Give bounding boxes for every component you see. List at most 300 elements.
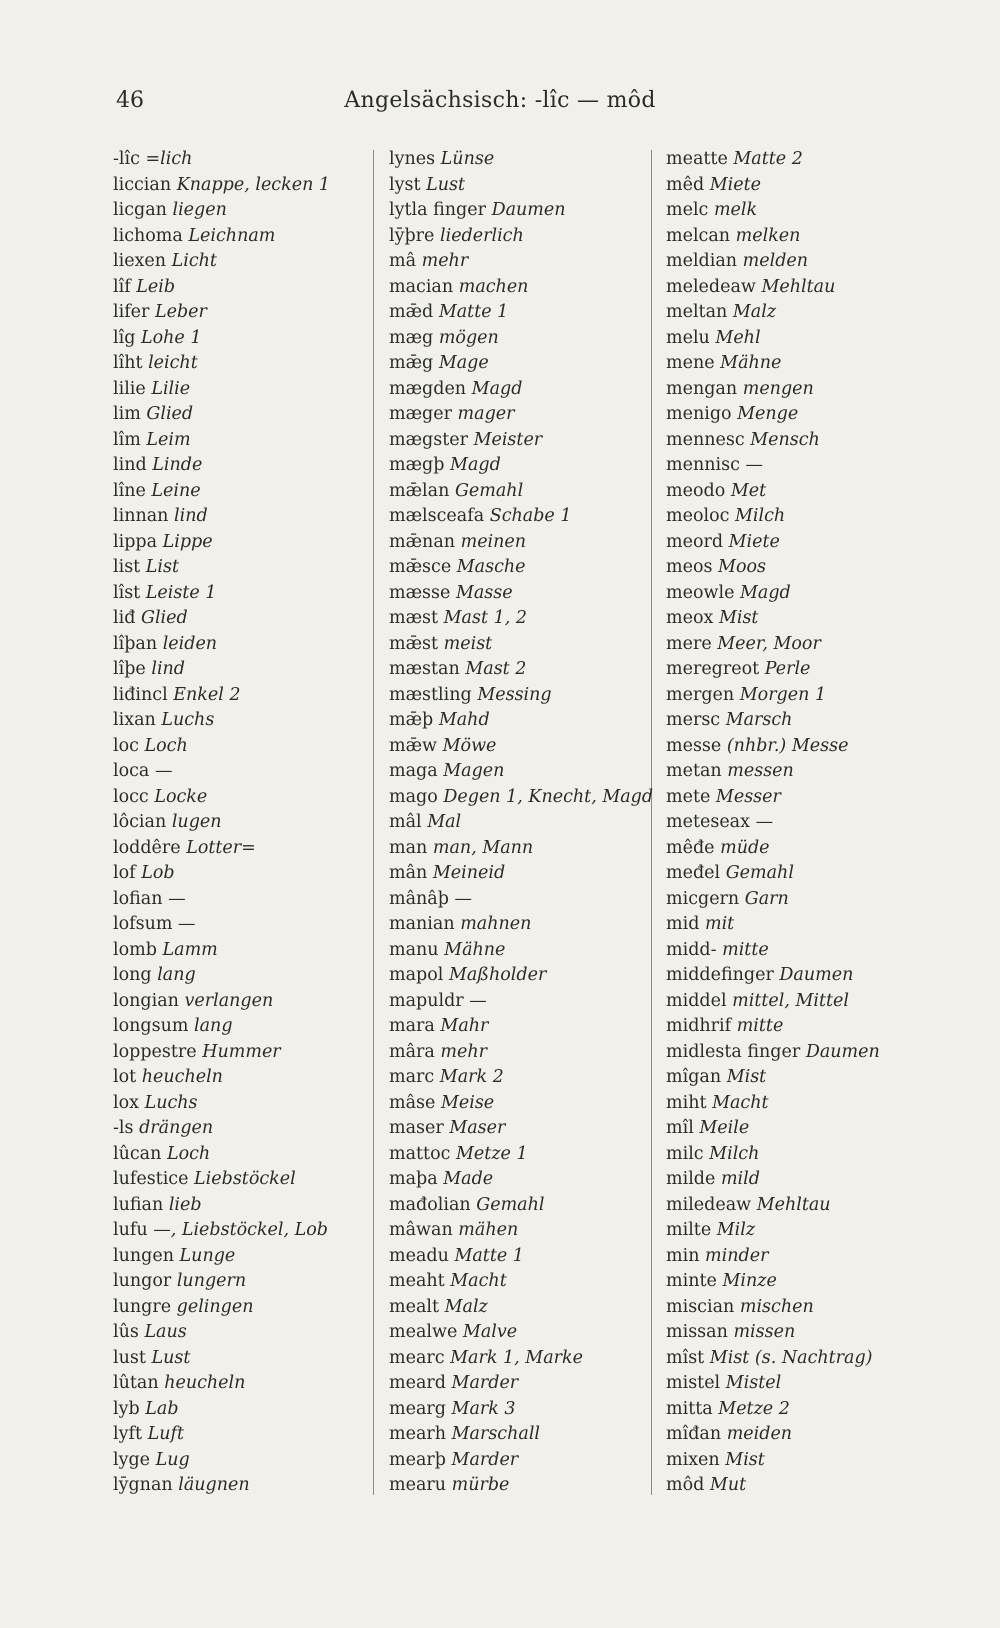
entry-headword: mæsse — [389, 582, 451, 603]
dictionary-entry — [113, 989, 363, 1015]
page-number: 46 — [116, 88, 144, 113]
entry-gloss: Milch — [709, 1143, 760, 1164]
entry-gloss: Lohe 1 — [140, 327, 202, 348]
dictionary-entry — [389, 887, 649, 913]
entry-headword: maþa — [389, 1169, 438, 1189]
entry-gloss: — — [168, 888, 186, 909]
entry-gloss: Meister — [473, 429, 543, 450]
dictionary-entry — [113, 581, 363, 607]
dictionary-entry — [666, 1091, 956, 1117]
dictionary-entry — [666, 963, 956, 989]
entry-gloss: Meer, Moor — [717, 633, 821, 654]
dictionary-entry — [113, 1473, 363, 1499]
dictionary-entry — [389, 249, 649, 275]
dictionary-entry — [666, 1320, 956, 1346]
entry-headword: mitta — [666, 1398, 713, 1419]
dictionary-entry — [666, 1244, 956, 1270]
entry-gloss: melken — [735, 225, 801, 246]
entry-headword: mæger — [389, 404, 452, 424]
entry-gloss: mürbe — [451, 1475, 510, 1495]
entry-gloss: leicht — [148, 353, 198, 373]
dictionary-entry — [666, 1448, 956, 1474]
entry-headword: mǣw — [389, 735, 438, 756]
entry-gloss: heucheln — [164, 1373, 246, 1393]
entry-gloss: Gemahl — [725, 863, 794, 883]
entry-gloss: Marder — [451, 1373, 519, 1393]
dictionary-entry — [666, 224, 956, 250]
entry-gloss: Mark 1, Marke — [450, 1347, 583, 1368]
entry-gloss: Matte 2 — [733, 149, 803, 169]
dictionary-entry — [389, 530, 649, 556]
dictionary-entry — [389, 606, 649, 632]
dictionary-entry — [113, 1269, 363, 1295]
dictionary-entry — [389, 555, 649, 581]
entry-gloss: Messer — [715, 786, 781, 807]
entry-headword: mersc — [666, 710, 721, 730]
dictionary-entry — [113, 1014, 363, 1040]
entry-gloss: Laus — [144, 1322, 187, 1342]
dictionary-entry — [666, 402, 956, 428]
entry-headword: lynes — [389, 149, 436, 169]
entry-gloss: Moos — [718, 557, 767, 577]
dictionary-entry — [113, 1397, 363, 1423]
entry-headword: midd- — [666, 939, 717, 960]
dictionary-entry — [666, 708, 956, 734]
dictionary-entry — [666, 1269, 956, 1295]
entry-headword: macian — [389, 276, 454, 297]
entry-gloss: machen — [458, 276, 529, 297]
entry-gloss: Mist — [726, 1067, 767, 1087]
entry-headword: mealt — [389, 1296, 440, 1317]
entry-gloss: missen — [733, 1322, 796, 1342]
entry-headword: mealwe — [389, 1322, 458, 1342]
dictionary-entry — [666, 1295, 956, 1321]
entry-gloss: Lünse — [440, 149, 495, 169]
entry-headword: loppestre — [113, 1041, 197, 1062]
entry-gloss: mehr — [440, 1041, 487, 1062]
dictionary-entry — [113, 453, 363, 479]
entry-headword: mâse — [389, 1092, 436, 1113]
entry-headword: lomb — [113, 939, 157, 960]
entry-gloss: Möwe — [442, 735, 497, 756]
entry-headword: mǣlan — [389, 480, 450, 501]
entry-headword: lîm — [113, 429, 141, 450]
entry-headword: longian — [113, 990, 179, 1011]
dictionary-entry — [666, 1014, 956, 1040]
dictionary-entry — [389, 326, 649, 352]
dictionary-entry — [666, 555, 956, 581]
entry-headword: melu — [666, 327, 710, 348]
entry-headword: midhrif — [666, 1016, 732, 1036]
dictionary-entry — [389, 1116, 649, 1142]
entry-gloss: mehr — [421, 251, 469, 271]
entry-headword: loc — [113, 735, 139, 756]
entry-gloss: liegen — [172, 200, 227, 220]
entry-gloss: Mist — [718, 608, 759, 628]
dictionary-entry — [113, 938, 363, 964]
dictionary-entry — [666, 249, 956, 275]
dictionary-entry — [389, 1448, 649, 1474]
dictionary-entry — [666, 734, 956, 760]
entry-gloss: — — [178, 914, 196, 934]
dictionary-entry — [666, 1142, 956, 1168]
entry-headword: mǣþ — [389, 710, 434, 730]
dictionary-entry — [666, 530, 956, 556]
entry-gloss: Linde — [152, 455, 203, 475]
dictionary-entry — [389, 300, 649, 326]
dictionary-entry — [113, 1193, 363, 1219]
entry-gloss: Made — [443, 1169, 494, 1189]
entry-headword: melcan — [666, 225, 731, 246]
dictionary-entry — [389, 402, 649, 428]
dictionary-entry — [113, 836, 363, 862]
entry-gloss: Lotter= — [186, 837, 256, 858]
dictionary-entry — [389, 912, 649, 938]
dictionary-entry — [113, 1065, 363, 1091]
dictionary-entry — [666, 1193, 956, 1219]
entry-headword: mæg — [389, 327, 434, 348]
entry-headword: lîþan — [113, 633, 158, 654]
entry-headword: liccian — [113, 174, 172, 195]
entry-gloss: Mähne — [444, 939, 506, 960]
dictionary-entry — [666, 275, 956, 301]
entry-headword: lîst — [113, 582, 141, 603]
entry-gloss: Luft — [147, 1424, 184, 1444]
dictionary-entry — [389, 938, 649, 964]
entry-gloss: Miete — [709, 174, 761, 195]
entry-headword: mǣst — [389, 633, 439, 654]
entry-headword: mæstan — [389, 659, 460, 679]
entry-headword: mixen — [666, 1449, 720, 1470]
entry-gloss: Knappe, lecken 1 — [176, 174, 331, 195]
dictionary-entry — [666, 657, 956, 683]
dictionary-entry — [113, 555, 363, 581]
entry-headword: mergen — [666, 684, 735, 705]
entry-headword: mago — [389, 786, 438, 807]
entry-headword: meldian — [666, 251, 738, 271]
entry-gloss: Minze — [722, 1271, 777, 1291]
dictionary-entry — [666, 504, 956, 530]
dictionary-column-1 — [113, 147, 363, 1499]
entry-headword: min — [666, 1245, 700, 1266]
dictionary-entry — [389, 963, 649, 989]
entry-gloss: (nhbr.) Messe — [726, 735, 849, 756]
dictionary-entry — [389, 1142, 649, 1168]
entry-headword: liđ — [113, 608, 136, 628]
entry-headword: mîđan — [666, 1424, 722, 1444]
dictionary-entry — [666, 861, 956, 887]
dictionary-entry — [389, 759, 649, 785]
dictionary-entry — [389, 810, 649, 836]
entry-headword: licgan — [113, 200, 167, 220]
entry-headword: marc — [389, 1067, 435, 1087]
entry-headword: loca — [113, 761, 150, 781]
entry-headword: longsum — [113, 1016, 189, 1036]
entry-headword: mere — [666, 633, 712, 654]
entry-gloss: mahnen — [460, 914, 532, 934]
dictionary-entry — [113, 759, 363, 785]
entry-headword: mistel — [666, 1373, 721, 1393]
entry-gloss: Mehltau — [761, 276, 836, 297]
dictionary-entry — [113, 683, 363, 709]
entry-gloss: Schabe 1 — [489, 506, 572, 526]
entry-gloss: Malve — [462, 1322, 518, 1342]
entry-gloss: mager — [457, 404, 515, 424]
entry-headword: lyge — [113, 1449, 151, 1470]
entry-gloss: Lug — [155, 1449, 190, 1470]
entry-gloss: Lust — [426, 174, 465, 195]
entry-headword: miht — [666, 1092, 707, 1113]
entry-gloss: verlangen — [184, 990, 274, 1011]
dictionary-entry — [389, 1473, 649, 1499]
dictionary-entry — [113, 1371, 363, 1397]
entry-headword: môd — [666, 1475, 705, 1495]
entry-headword: mengan — [666, 378, 738, 399]
dictionary-entry — [666, 836, 956, 862]
entry-gloss: melden — [742, 251, 809, 271]
dictionary-entry — [389, 1193, 649, 1219]
entry-gloss: meist — [443, 633, 493, 654]
entry-headword: milde — [666, 1169, 716, 1189]
dictionary-entry — [113, 198, 363, 224]
entry-headword: mâ — [389, 251, 417, 271]
entry-gloss: meiden — [726, 1424, 793, 1444]
dictionary-entry — [113, 402, 363, 428]
entry-gloss: Metze 2 — [718, 1398, 790, 1419]
dictionary-entry — [666, 912, 956, 938]
entry-headword: meoloc — [666, 506, 730, 526]
entry-headword: lyb — [113, 1398, 140, 1419]
entry-headword: meatte — [666, 149, 728, 169]
dictionary-entry — [113, 351, 363, 377]
entry-gloss: liederlich — [440, 225, 524, 246]
entry-headword: middefinger — [666, 965, 774, 985]
entry-headword: meaht — [389, 1271, 445, 1291]
entry-headword: mearu — [389, 1475, 447, 1495]
entry-headword: liexen — [113, 251, 167, 271]
page-header — [0, 88, 1000, 128]
dictionary-entry — [666, 377, 956, 403]
entry-headword: minte — [666, 1271, 717, 1291]
dictionary-entry — [113, 1040, 363, 1066]
dictionary-entry — [666, 173, 956, 199]
entry-gloss: gelingen — [176, 1296, 254, 1317]
dictionary-entry — [666, 632, 956, 658]
dictionary-entry — [113, 1320, 363, 1346]
entry-gloss: Leib — [136, 276, 176, 297]
entry-headword: lilie — [113, 378, 146, 399]
entry-gloss: Maser — [449, 1118, 506, 1138]
entry-gloss: Leine — [151, 480, 201, 501]
entry-headword: list — [113, 557, 141, 577]
entry-gloss: Perle — [764, 659, 811, 679]
entry-gloss: Macht — [712, 1092, 769, 1113]
entry-gloss: — — [469, 990, 487, 1011]
entry-headword: lôcian — [113, 812, 167, 832]
entry-gloss: Luchs — [144, 1092, 198, 1113]
dictionary-entry — [389, 632, 649, 658]
entry-headword: meos — [666, 557, 713, 577]
entry-headword: lixan — [113, 710, 156, 730]
dictionary-entry — [389, 836, 649, 862]
entry-headword: lufian — [113, 1194, 164, 1215]
dictionary-entry — [389, 351, 649, 377]
entry-headword: long — [113, 965, 152, 985]
entry-headword: mân — [389, 863, 428, 883]
entry-gloss: =lich — [145, 149, 193, 169]
dictionary-entry — [113, 249, 363, 275]
dictionary-entry — [666, 1167, 956, 1193]
entry-headword: mâra — [389, 1041, 435, 1062]
entry-gloss: mögen — [438, 327, 499, 348]
dictionary-entry — [113, 224, 363, 250]
entry-gloss: minder — [705, 1245, 769, 1266]
entry-headword: mæstling — [389, 684, 472, 705]
entry-headword: mîgan — [666, 1067, 722, 1087]
dictionary-entry — [666, 326, 956, 352]
dictionary-entry — [113, 147, 363, 173]
entry-gloss: Met — [730, 480, 767, 501]
dictionary-entry — [113, 708, 363, 734]
entry-headword: liđincl — [113, 684, 168, 705]
dictionary-entry — [389, 1295, 649, 1321]
dictionary-entry — [389, 1422, 649, 1448]
entry-gloss: Mut — [709, 1475, 747, 1495]
entry-gloss: man, Mann — [432, 837, 534, 858]
dictionary-entry — [113, 734, 363, 760]
entry-gloss: Lob — [141, 863, 175, 883]
dictionary-entry — [666, 1422, 956, 1448]
entry-gloss: lungern — [176, 1271, 247, 1291]
entry-gloss: Morgen 1 — [739, 684, 827, 705]
entry-gloss: Enkel 2 — [173, 684, 241, 705]
dictionary-entry — [666, 351, 956, 377]
dictionary-entry — [113, 632, 363, 658]
dictionary-entry — [666, 810, 956, 836]
entry-headword: mene — [666, 353, 715, 373]
dictionary-entry — [389, 377, 649, 403]
dictionary-entry — [389, 479, 649, 505]
entry-gloss: Leim — [146, 429, 191, 450]
entry-gloss: Magd — [471, 378, 523, 399]
dictionary-entry — [113, 1218, 363, 1244]
entry-gloss: lind — [174, 506, 208, 526]
column-divider — [651, 150, 652, 1495]
entry-headword: mægþ — [389, 455, 445, 475]
dictionary-entry — [666, 1397, 956, 1423]
dictionary-entry — [666, 300, 956, 326]
dictionary-entry — [666, 1346, 956, 1372]
entry-gloss: Glied — [146, 404, 194, 424]
entry-gloss: Metze 1 — [456, 1143, 528, 1164]
entry-headword: melc — [666, 200, 709, 220]
entry-gloss: Licht — [171, 251, 217, 271]
entry-gloss: Marder — [451, 1449, 519, 1470]
entry-gloss: Locke — [154, 786, 208, 807]
entry-headword: lîne — [113, 480, 146, 501]
dictionary-entry — [389, 861, 649, 887]
entry-gloss: mitte — [736, 1016, 784, 1036]
dictionary-entry — [389, 1397, 649, 1423]
entry-headword: mæst — [389, 608, 439, 628]
entry-gloss: Malz — [732, 302, 777, 322]
entry-headword: mâwan — [389, 1220, 453, 1240]
entry-headword: lox — [113, 1092, 140, 1113]
dictionary-entry — [666, 887, 956, 913]
dictionary-entry — [389, 504, 649, 530]
entry-gloss: lugen — [171, 812, 222, 832]
dictionary-entry — [666, 1218, 956, 1244]
entry-headword: lȳgnan — [113, 1475, 173, 1495]
entry-headword: lungen — [113, 1245, 174, 1266]
dictionary-entry — [666, 428, 956, 454]
dictionary-entry — [389, 1040, 649, 1066]
entry-gloss: Mehl — [715, 327, 761, 348]
entry-headword: mennisc — [666, 455, 740, 475]
dictionary-entry — [666, 147, 956, 173]
dictionary-entry — [113, 479, 363, 505]
entry-gloss: Matte 1 — [454, 1245, 524, 1266]
entry-headword: mapol — [389, 965, 444, 985]
entry-headword: lim — [113, 404, 141, 424]
dictionary-entry — [389, 785, 654, 811]
entry-gloss: Lippe — [162, 531, 213, 552]
dictionary-entry — [666, 1116, 956, 1142]
entry-headword: milc — [666, 1143, 704, 1164]
entry-gloss: heucheln — [141, 1067, 223, 1087]
dictionary-entry — [389, 453, 649, 479]
entry-gloss: meinen — [460, 531, 527, 552]
entry-headword: manu — [389, 939, 439, 960]
dictionary-entry — [389, 428, 649, 454]
entry-gloss: — — [745, 455, 763, 475]
dictionary-entry — [389, 1244, 649, 1270]
dictionary-entry — [389, 657, 649, 683]
entry-headword: missan — [666, 1322, 728, 1342]
entry-headword: mægster — [389, 429, 468, 450]
dictionary-entry — [666, 785, 956, 811]
dictionary-entry — [113, 963, 363, 989]
entry-gloss: lieb — [168, 1194, 202, 1215]
dictionary-entry — [113, 428, 363, 454]
entry-gloss: Milz — [716, 1220, 756, 1240]
entry-gloss: Mensch — [750, 429, 820, 450]
dictionary-entry — [389, 147, 649, 173]
entry-headword: -ls — [113, 1118, 134, 1138]
entry-gloss: Mast 2 — [465, 659, 527, 679]
entry-headword: mǣnan — [389, 531, 456, 552]
dictionary-entry — [389, 1320, 649, 1346]
entry-gloss: läugnen — [178, 1475, 250, 1495]
entry-gloss: mähen — [458, 1220, 519, 1240]
entry-gloss: müde — [720, 837, 770, 858]
entry-gloss: mit — [704, 914, 735, 934]
entry-headword: lof — [113, 863, 136, 883]
dictionary-column-2 — [389, 147, 654, 1499]
dictionary-entry — [666, 1040, 956, 1066]
entry-headword: meard — [389, 1373, 446, 1393]
entry-gloss: Mage — [438, 353, 489, 373]
dictionary-entry — [389, 683, 649, 709]
entry-gloss: lang — [157, 965, 196, 985]
entry-headword: miscian — [666, 1296, 735, 1317]
entry-gloss: messen — [727, 761, 794, 781]
entry-headword: -lîc — [113, 149, 140, 169]
entry-gloss: Milch — [735, 506, 786, 526]
dictionary-entry — [389, 1346, 649, 1372]
dictionary-entry — [666, 606, 956, 632]
entry-headword: lytla finger — [389, 200, 486, 220]
